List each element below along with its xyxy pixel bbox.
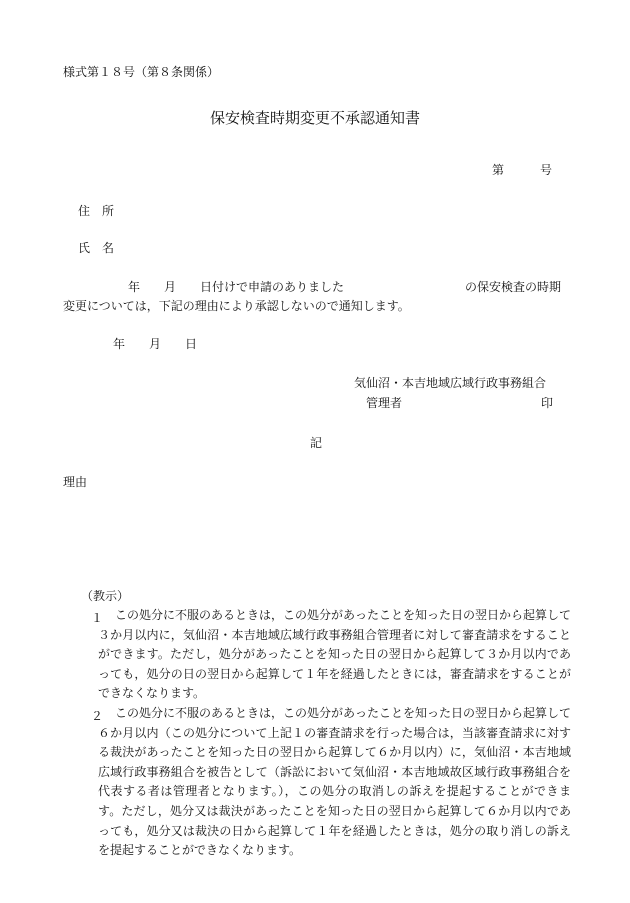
reason-label: 理由 — [63, 475, 88, 489]
notice-heading: （教示） — [81, 589, 130, 603]
notice-item-text: この処分に不服のあるときは，この処分があったことを知った日の翌日から起算して６か月以内（この処分について上記１の審査請求を行った場合は，当該審査請求に対する裁決があったことを知った日の翌日から起算して６か月以内）に，気仙沼・本吉地域広域行政事務組合を被告として（訴訟において気仙沼・本吉地域故区域行政事務組合を代表する者は管理者となります。），この処分の取消しの訴えを提起することができます。ただし，処分又は裁決があったことを知った日の翌日から起算して６か月以内であっても，処分又は裁決の日から起算して１年を経過したときは，処分の取り消しの訴えを提起することができなくなります。 — [98, 706, 571, 858]
seal-mark: 印 — [541, 396, 554, 410]
form-number: 様式第１８号（第８条関係） — [63, 65, 220, 79]
notice-item-number: ２ — [91, 709, 104, 723]
document-number: 第 号 — [492, 163, 553, 177]
address-label: 住 所 — [78, 204, 115, 218]
issue-date: 年 月 日 — [113, 337, 198, 351]
sender-role: 管理者 — [366, 396, 403, 410]
document-title: 保安検査時期変更不承認通知書 — [209, 109, 420, 127]
ki-heading: 記 — [310, 436, 323, 450]
notice-item-text: この処分に不服のあるときは，この処分があったことを知った日の翌日から起算して３か月以内に，気仙沼・本吉地域広域行政事務組合管理者に対して審査請求をすることができます。ただし，処分があったことを知った日の翌日から起算して３か月以内であっても，処分の日の翌日から起算して１年を経過したときには，審査請求をすることができなくなります。 — [98, 608, 571, 701]
body-line-1b: の保安検査の時期 — [465, 280, 562, 294]
notice-item-number: １ — [91, 611, 104, 625]
body-line-2: 変更については，下記の理由により承認しないので通知します。 — [63, 299, 410, 313]
sender-organization: 気仙沼・本吉地域広域行政事務組合 — [354, 376, 547, 390]
body-line-1a: 年 月 日付けで申請のありました — [128, 280, 345, 294]
name-label: 氏 名 — [78, 241, 115, 255]
